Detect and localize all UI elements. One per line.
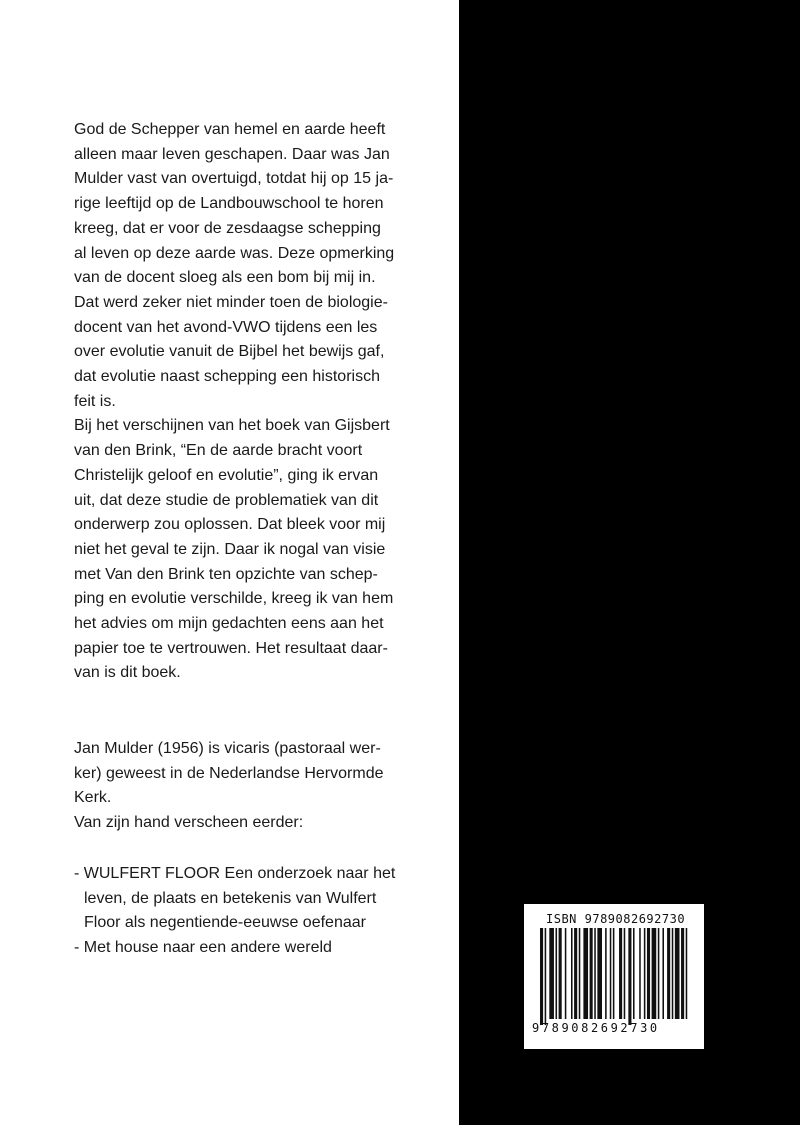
isbn-digits: 9789082692730 — [532, 1021, 660, 1035]
barcode-bar — [549, 928, 554, 1019]
intro-line: van is dit boek. — [74, 664, 181, 682]
barcode-bar — [556, 928, 558, 1019]
barcode — [524, 904, 704, 1049]
barcode-bar — [652, 928, 657, 1019]
bio-line: Jan Mulder (1956) is vicaris (pastoraal wer- — [74, 740, 381, 757]
intro-line: met Van den Brink ten opzichte van schep- — [74, 565, 378, 583]
barcode-bar — [624, 928, 626, 1019]
intro-line: niet het geval te zijn. Daar ik nogal van visie — [74, 540, 386, 558]
intro-line: van den Brink, “En de aarde bracht voort — [74, 442, 363, 460]
works-line: - Met house naar een andere wereld — [74, 939, 332, 957]
barcode-bar — [644, 928, 646, 1019]
works-line: leven, de plaats en betekenis van Wulfert — [84, 889, 377, 907]
barcode-bar — [647, 928, 650, 1019]
barcode-bar — [639, 928, 641, 1019]
works-line: - WULFERT FLOOR Een onderzoek naar het — [74, 865, 396, 882]
barcode-bar — [610, 928, 612, 1019]
intro-line: alleen maar leven geschapen. Daar was Jan — [74, 145, 390, 163]
barcode-bar — [613, 928, 615, 1019]
intro-line: Bij het verschijnen van het boek van Gijsbert — [74, 417, 390, 435]
intro-line: God de Schepper van hemel en aarde heeft — [74, 121, 386, 138]
barcode-bar — [574, 928, 577, 1019]
barcode-bar — [658, 928, 660, 1019]
barcode-bar — [686, 928, 688, 1019]
author-bio — [74, 737, 419, 836]
intro-line: feit is. — [74, 392, 116, 410]
intro-line: uit, dat deze studie de problematiek van dit — [74, 491, 379, 509]
intro-line: over evolutie vanuit de Bijbel het bewijs gaf, — [74, 343, 385, 361]
barcode-bar — [590, 928, 593, 1019]
barcode-bar — [681, 928, 684, 1019]
intro-line: van de docent sloeg als een bom bij mij in. — [74, 269, 376, 287]
intro-line: onderwerp zou oplossen. Dat bleek voor mij — [74, 516, 386, 534]
intro-line: ping en evolutie verschilde, kreeg ik van hem — [74, 590, 394, 608]
barcode-bar — [619, 928, 622, 1019]
isbn-label: ISBN 9789082692730 — [546, 912, 686, 926]
bio-line: Van zijn hand verscheen eerder: — [74, 814, 304, 832]
previous-works-list — [74, 862, 419, 961]
barcode-bar — [594, 928, 596, 1019]
barcode-bar — [565, 928, 567, 1019]
barcode-bar — [579, 928, 581, 1019]
intro-line: Dat werd zeker niet minder toen de biologie- — [74, 293, 388, 311]
barcode-bar — [540, 928, 543, 1025]
barcode-bar — [628, 928, 631, 1025]
barcode-bar — [545, 928, 547, 1025]
barcode-bar — [571, 928, 573, 1019]
barcode-bar — [633, 928, 635, 1019]
barcode-bar — [605, 928, 607, 1019]
bio-line: ker) geweest in de Nederlandse Hervormde — [74, 764, 384, 782]
barcode-bar — [559, 928, 562, 1019]
barcode-bar — [662, 928, 664, 1019]
intro-line: papier toe te vertrouwen. Het resultaat daar- — [74, 639, 388, 657]
intro-line: dat evolutie naast schepping een historisch — [74, 368, 380, 386]
barcode-bar — [597, 928, 602, 1019]
intro-line: Mulder vast van overtuigd, totdat hij op 15 ja- — [74, 170, 394, 188]
barcode-bar — [667, 928, 670, 1019]
intro-line: al leven op deze aarde was. Deze opmerking — [74, 244, 395, 262]
barcode-bar — [672, 928, 674, 1019]
intro-line: docent van het avond-VWO tijdens een les — [74, 318, 378, 336]
intro-line: Christelijk geloof en evolutie”, ging ik ervan — [74, 466, 379, 484]
barcode-bar — [675, 928, 680, 1019]
bio-line: Kerk. — [74, 789, 112, 807]
barcode-bar — [583, 928, 588, 1019]
works-line: Floor als negentiende-eeuwse oefenaar — [84, 914, 366, 932]
intro-line: kreeg, dat er voor de zesdaagse schepping — [74, 219, 381, 237]
intro-paragraph — [74, 118, 419, 686]
intro-line: rige leeftijd op de Landbouwschool te horen — [74, 195, 384, 213]
intro-line: het advies om mijn gedachten eens aan het — [74, 615, 384, 633]
